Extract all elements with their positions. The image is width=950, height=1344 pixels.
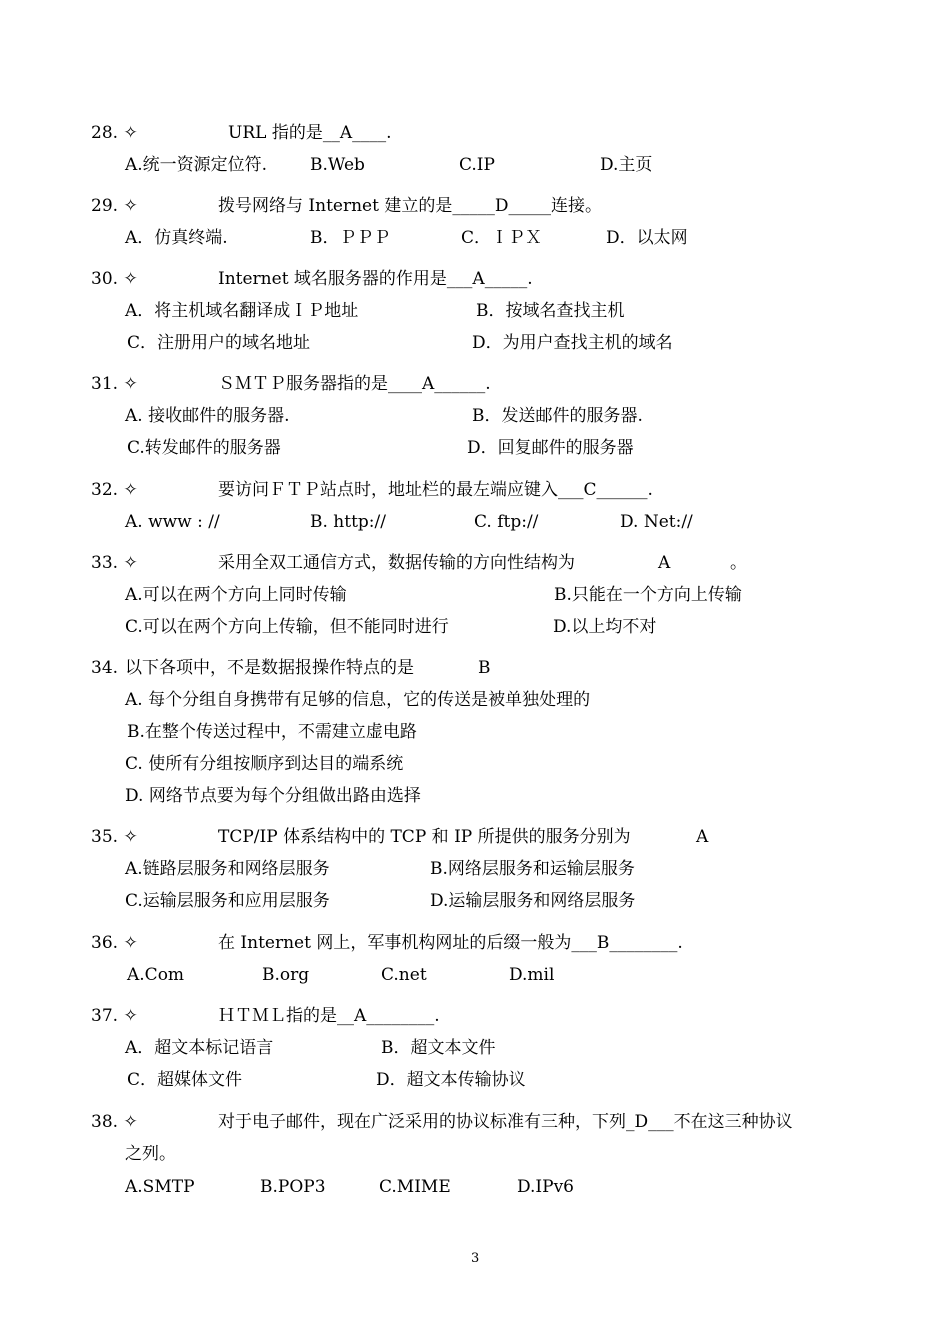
option-b: B．按域名查找主机 — [476, 301, 625, 321]
option-d: D．超文本传输协议 — [376, 1070, 526, 1090]
option-c: C.运输层服务和应用层服务 — [125, 891, 330, 911]
option-a: A. 每个分组自身携带有足够的信息，它的传送是被单独处理的 — [125, 690, 591, 710]
question-number: 31. ✧ — [91, 374, 138, 394]
option-c: C. 使所有分组按顺序到达目的端系统 — [125, 754, 404, 774]
option-c: C.可以在两个方向上传输，但不能同时进行 — [125, 617, 449, 637]
question-number: 28. ✧ — [91, 123, 138, 143]
question-number: 33. ✧ — [91, 553, 138, 573]
question-stem: TCP/IP 体系结构中的 TCP 和 IP 所提供的服务分别为 — [218, 827, 631, 847]
option-b: B.POP3 — [260, 1177, 326, 1197]
option-b: B. http:// — [310, 512, 386, 532]
option-d: D.以上均不对 — [553, 617, 657, 637]
question-number: 34. — [91, 658, 119, 678]
option-b: B.网络层服务和运输层服务 — [430, 859, 635, 879]
option-d: D.主页 — [600, 155, 653, 175]
answer-letter: A — [696, 827, 709, 847]
option-d: D．为用户查找主机的域名 — [472, 333, 673, 353]
question-number: 38. ✧ — [91, 1112, 138, 1132]
option-b: B．ＰＰＰ — [310, 228, 391, 248]
question-number: 37. ✧ — [91, 1006, 138, 1026]
option-a: A.Com — [127, 965, 185, 985]
question-number: 32. ✧ — [91, 480, 138, 500]
option-a: A．超文本标记语言 — [125, 1038, 274, 1058]
option-d: D．以太网 — [606, 228, 688, 248]
question-number: 30. ✧ — [91, 269, 138, 289]
option-c: C.net — [381, 965, 427, 985]
stem-end-mark: 。 — [730, 553, 747, 573]
option-b: B.org — [262, 965, 310, 985]
option-b: B.Web — [310, 155, 365, 175]
option-a: A．将主机域名翻译成ＩＰ地址 — [125, 301, 359, 321]
question-number: 36. ✧ — [91, 933, 138, 953]
option-a: A.统一资源定位符. — [125, 155, 268, 175]
question-stem: 采用全双工通信方式，数据传输的方向性结构为 — [218, 553, 575, 573]
question-stem: URL 指的是__A____. — [228, 123, 392, 143]
option-a: A. 接收邮件的服务器. — [125, 406, 290, 426]
option-b: B．发送邮件的服务器. — [472, 406, 643, 426]
option-d: D.IPv6 — [517, 1177, 575, 1197]
question-stem: 对于电子邮件，现在广泛采用的协议标准有三种，下列_D___不在这三种协议 — [218, 1112, 793, 1132]
option-d: D.运输层服务和网络层服务 — [430, 891, 636, 911]
question-stem: Internet 域名服务器的作用是___A_____. — [218, 269, 533, 289]
option-a: A.可以在两个方向上同时传输 — [125, 585, 347, 605]
question-stem: ＳＭＴＰ服务器指的是____A______. — [218, 374, 491, 394]
question-number: 35. ✧ — [91, 827, 138, 847]
option-c: C.转发邮件的服务器 — [127, 438, 281, 458]
question-number: 29. ✧ — [91, 196, 138, 216]
page-number: 3 — [471, 1251, 480, 1266]
option-b: B．超文本文件 — [381, 1038, 496, 1058]
option-d: D．回复邮件的服务器 — [467, 438, 634, 458]
question-stem: ＨＴＭＬ指的是__A________. — [218, 1006, 440, 1026]
answer-letter: A — [658, 553, 671, 573]
question-stem: 拨号网络与 Internet 建立的是_____D_____连接。 — [218, 196, 602, 216]
option-c: C.IP — [459, 155, 495, 175]
question-stem: 在 Internet 网上，军事机构网址的后缀一般为___B________. — [218, 933, 683, 953]
option-a: A. www : // — [125, 512, 220, 532]
question-stem-continued: 之列。 — [125, 1144, 176, 1164]
answer-letter: B — [478, 658, 491, 678]
option-b: B.只能在一个方向上传输 — [554, 585, 742, 605]
option-b: B.在整个传送过程中，不需建立虚电路 — [127, 722, 417, 742]
option-d: D. 网络节点要为每个分组做出路由选择 — [125, 786, 421, 806]
option-d: D.mil — [509, 965, 555, 985]
option-a: A．仿真终端. — [125, 228, 228, 248]
option-a: A.链路层服务和网络层服务 — [125, 859, 330, 879]
question-stem: 以下各项中，不是数据报操作特点的是 — [125, 658, 414, 678]
option-a: A.SMTP — [125, 1177, 195, 1197]
option-c: C．注册用户的域名地址 — [127, 333, 311, 353]
option-d: D. Net:// — [620, 512, 693, 532]
option-c: C．ＩＰＸ — [461, 228, 543, 248]
option-c: C.MIME — [379, 1177, 451, 1197]
option-c: C．超媒体文件 — [127, 1070, 243, 1090]
question-stem: 要访问ＦＴＰ站点时，地址栏的最左端应键入___C______. — [218, 480, 653, 500]
option-c: C. ftp:// — [474, 512, 539, 532]
